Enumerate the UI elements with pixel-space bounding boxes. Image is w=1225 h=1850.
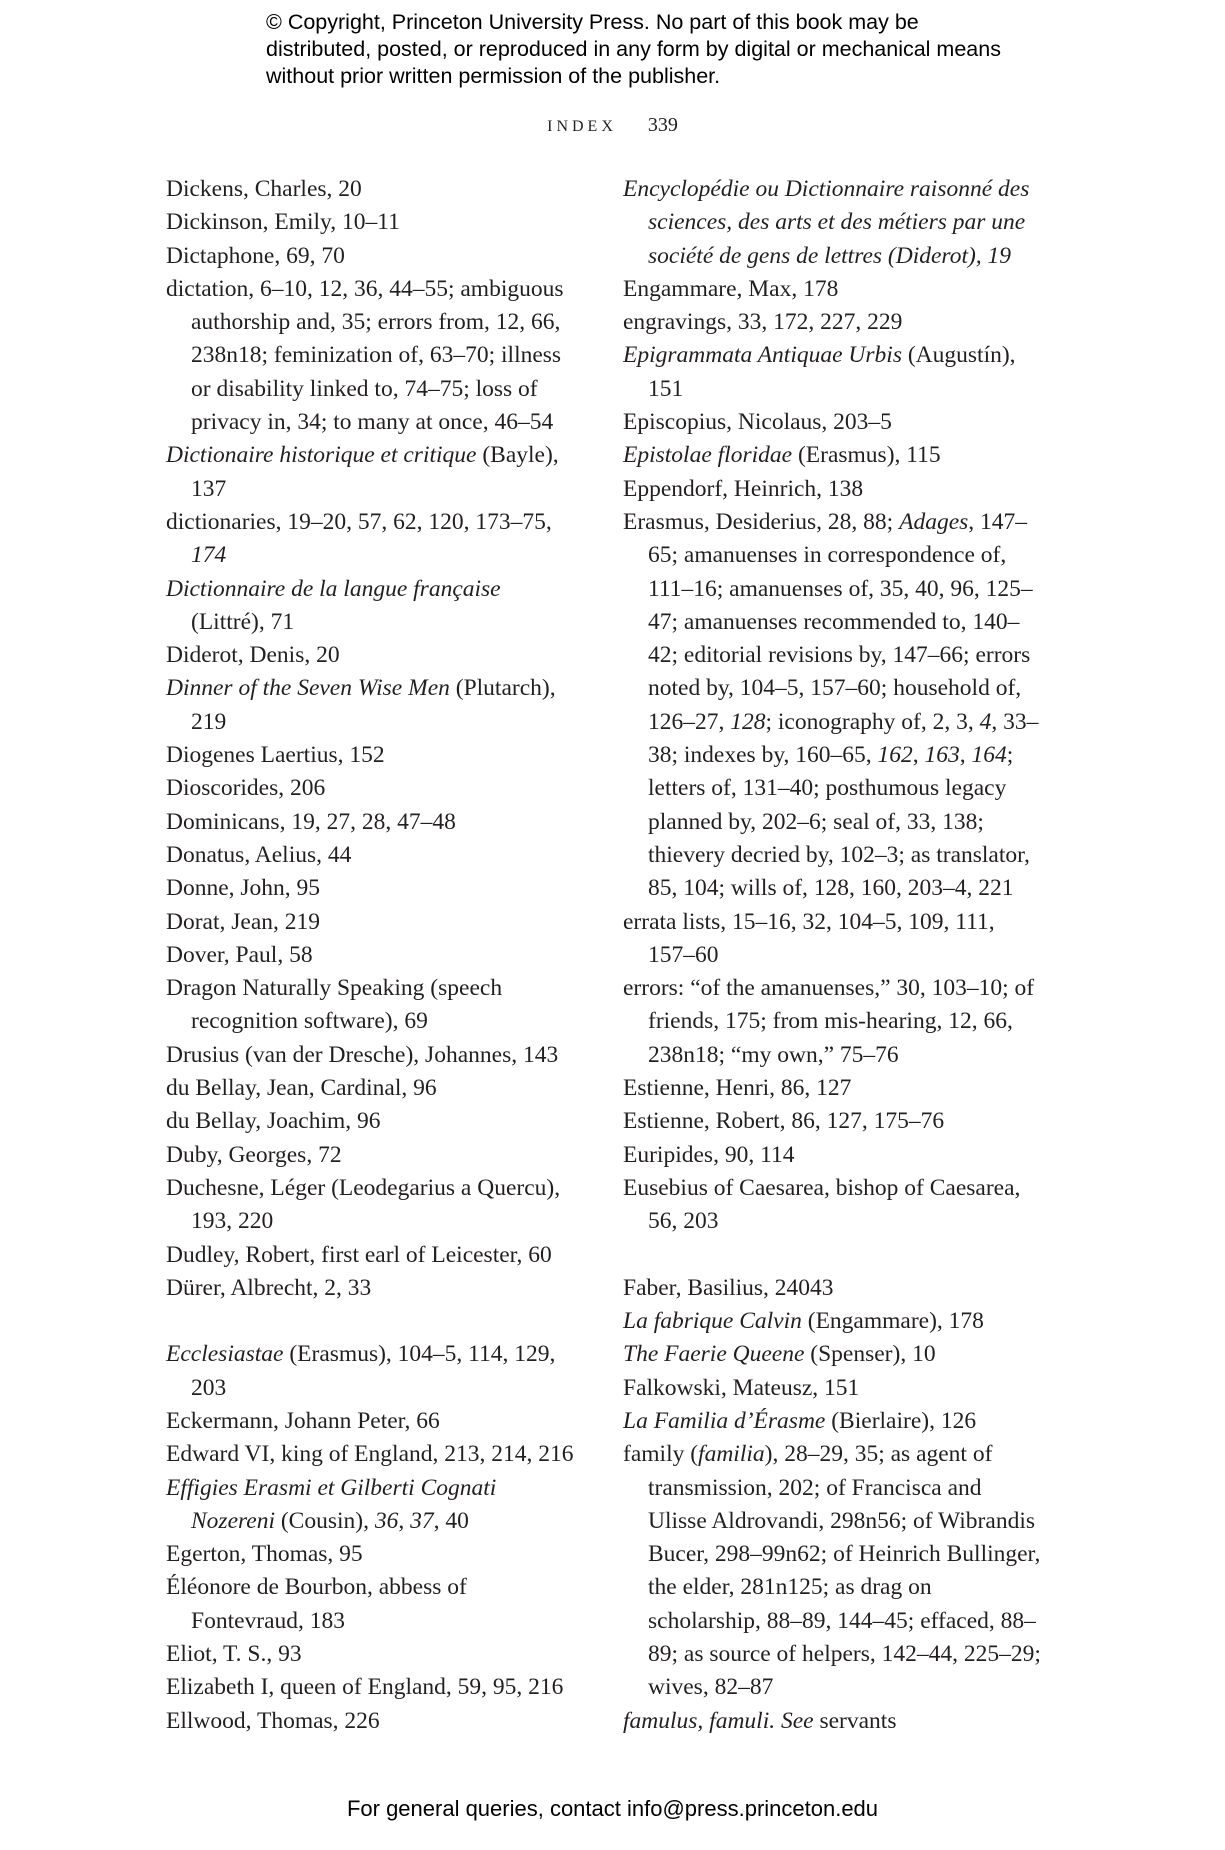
italic-text: Effigies Erasmi et Gilberti Cognati Nozereni [166, 1474, 497, 1534]
italic-text: 163 [924, 742, 960, 769]
index-entry [166, 1438, 576, 1471]
italic-text: Ecclesiastae [166, 1341, 284, 1368]
entry-text: (Engammare), 178 [801, 1308, 984, 1335]
entry-text: (Erasmus), 104–5, 114, 129, 203 [191, 1341, 556, 1401]
entry-text: Eusebius of Caesarea, bishop of Caesarea, 56, 203 [623, 1174, 1021, 1235]
entry-text: Dover, Paul, 58 [166, 941, 313, 968]
entry-text: Elizabeth I, queen of England, 59, 95, 216 [166, 1674, 564, 1701]
index-entry [166, 872, 576, 905]
index-entry [623, 173, 1043, 273]
entry-text: Eliot, T. S., 93 [166, 1641, 302, 1668]
entry-text: Dickens, Charles, 20 [166, 176, 362, 202]
index-entry [623, 306, 1043, 339]
index-entry [166, 906, 576, 939]
italic-text: Epistolae floridae [623, 442, 793, 469]
index-entry [623, 1172, 1043, 1239]
entry-text: du Bellay, Joachim, 96 [166, 1108, 381, 1135]
index-entry [623, 1105, 1043, 1138]
italic-text: The Faerie Queene [623, 1341, 805, 1368]
entry-text: Episcopius, Nicolaus, 203–5 [623, 409, 892, 436]
index-entry [166, 1239, 576, 1272]
italic-text: La fabrique Calvin [623, 1308, 802, 1335]
italic-text: 162 [877, 742, 913, 769]
index-entry [623, 906, 1043, 973]
entry-text: ; iconography of, 2, 3, [765, 708, 980, 735]
entry-text: Dorat, Jean, 219 [166, 908, 321, 935]
index-entry [166, 772, 576, 805]
index-entry [166, 173, 576, 206]
index-entry [166, 1571, 576, 1638]
italic-text: 174 [191, 542, 227, 569]
entry-text: dictionaries, 19–20, 57, 62, 120, 173–75, [166, 508, 552, 535]
entry-text: , [912, 742, 925, 769]
entry-text: Engammare, Max, 178 [623, 275, 839, 302]
index-entry [166, 1405, 576, 1438]
entry-text: , 33–38; indexes by, 160–65, [648, 708, 1039, 769]
index-entry [623, 506, 1043, 906]
entry-text: Dioscorides, 206 [166, 775, 326, 802]
entry-text: (Plutarch), 219 [191, 675, 556, 735]
index-entry [166, 1039, 576, 1072]
index-entry [623, 1139, 1043, 1172]
italic-text: Encyclopédie ou Dictionnaire raisonné des sciences, des arts et des métiers par une société de gens de lettres (Diderot), 19 [623, 176, 1030, 269]
entry-text: dictation, 6–10, 12, 36, 44–55; ambiguous authorship and, 35; errors from, 12, 66, 238n18; feminization of, 63–70; illness or disability linked to, 74–75; loss of privacy in, 34; to many at once, 46–54 [166, 275, 564, 436]
page-number: 339 [647, 114, 678, 136]
index-entry [166, 1139, 576, 1172]
index-entry [166, 439, 576, 506]
index-entry [623, 1438, 1043, 1704]
index-entry [166, 240, 576, 273]
entry-text: (Augustín), 151 [648, 342, 1016, 402]
italic-text: Dinner of the Seven Wise Men [166, 675, 450, 702]
index-entry [166, 806, 576, 839]
entry-text: (Spenser), 10 [804, 1341, 936, 1368]
letter-section-gap [166, 1305, 576, 1338]
entry-text: Edward VI, king of England, 213, 214, 216 [166, 1441, 574, 1468]
index-entry [166, 839, 576, 872]
index-entry [623, 1272, 1043, 1305]
index-entry [623, 1072, 1043, 1105]
italic-text: Dictionaire historique et critique [166, 442, 477, 469]
entry-text: Falkowski, Mateusz, 151 [623, 1374, 860, 1401]
footer-contact: For general queries, contact info@press.princeton.edu [346, 1796, 879, 1821]
running-head [0, 114, 1225, 137]
entry-text: Diogenes Laertius, 152 [166, 742, 385, 769]
entry-text: ; letters of, 131–40; posthumous legacy planned by, 202–6; seal of, 33, 138; thievery decried by, 102–3; as translator, 85, 104; wills of, 128, 160, 203–4, 221 [648, 742, 1030, 902]
index-entry [166, 639, 576, 672]
index-entry [623, 1372, 1043, 1405]
index-entry [166, 1638, 576, 1671]
index-column-left [166, 173, 576, 1738]
entry-text: Dürer, Albrecht, 2, 33 [166, 1274, 372, 1301]
index-entry [166, 1105, 576, 1138]
entry-text: errors: “of the amanuenses,” 30, 103–10; of friends, 175; from mis-hearing, 12, 66, 238n18; “my own,” 75–76 [623, 975, 1035, 1068]
index-entry [166, 1338, 576, 1405]
index-entry [166, 1472, 576, 1539]
entry-text: du Bellay, Jean, Cardinal, 96 [166, 1075, 437, 1102]
entry-text: Estienne, Henri, 86, 127 [623, 1075, 852, 1102]
copyright-notice: © Copyright, Princeton University Press. No part of this book may be distributed, posted, or reproduced in any form by digital or mechanical means without prior written permission of the publisher. [266, 10, 1001, 88]
italic-text: Epigrammata Antiquae Urbis [623, 342, 902, 369]
entry-text: Diderot, Denis, 20 [166, 642, 340, 669]
index-entry [166, 1671, 576, 1704]
entry-text: errata lists, 15–16, 32, 104–5, 109, 111, 157–60 [623, 908, 995, 968]
index-entry [623, 473, 1043, 506]
index-entry [166, 672, 576, 739]
index-entry [166, 506, 576, 573]
index-entry [623, 273, 1043, 306]
index-entry [623, 1305, 1043, 1338]
italic-text: 164 [971, 742, 1007, 769]
index-entry [623, 1705, 1043, 1738]
index-entry [166, 1172, 576, 1239]
entry-text: Donne, John, 95 [166, 875, 321, 902]
index-entry [166, 206, 576, 239]
index-entry [166, 1705, 576, 1738]
entry-text: (Cousin), [274, 1507, 375, 1534]
entry-text: Dudley, Robert, first earl of Leicester, 60 [166, 1241, 552, 1268]
entry-text: , [398, 1507, 411, 1534]
index-entry [623, 339, 1043, 406]
italic-text: Adages [899, 508, 969, 535]
entry-text: Erasmus, Desiderius, 28, 88; [623, 508, 900, 535]
entry-text: Drusius (van der Dresche), Johannes, 143 [166, 1041, 559, 1068]
entry-text: Euripides, 90, 114 [623, 1141, 795, 1168]
entry-text: servants [813, 1707, 897, 1734]
entry-text: Ellwood, Thomas, 226 [166, 1707, 380, 1734]
index-entry [166, 939, 576, 972]
entry-text: , 40 [433, 1507, 469, 1534]
entry-text: Dickinson, Emily, 10–11 [166, 209, 400, 236]
entry-text: ), 28–29, 35; as agent of transmission, 202; of Francisca and Ulisse Aldrovandi, 298n56; of Wibrandis Bucer, 298–99n62; of Heinrich Bullinger, the elder, 281n125; as drag on scholarship, 88–89, 144–45; effaced, 88–89; as source of helpers, 142–44, 225–29; wives, 82–87 [648, 1441, 1041, 1701]
index-entry [166, 1272, 576, 1305]
index-entry [623, 439, 1043, 472]
italic-text: famulus, famuli. See [623, 1707, 814, 1734]
entry-text: Egerton, Thomas, 95 [166, 1541, 363, 1568]
entry-text: Dictaphone, 69, 70 [166, 242, 345, 269]
italic-text: 4 [979, 708, 992, 735]
italic-text: 36 [374, 1507, 399, 1534]
index-entry [166, 273, 576, 439]
entry-text: Eckermann, Johann Peter, 66 [166, 1407, 440, 1434]
index-entry [166, 972, 576, 1039]
entry-text: Éléonore de Bourbon, abbess of Fontevraud, 183 [166, 1574, 467, 1634]
index-entry [623, 406, 1043, 439]
entry-text: Eppendorf, Heinrich, 138 [623, 475, 864, 502]
entry-text: Dominicans, 19, 27, 28, 47–48 [166, 808, 456, 835]
italic-text: familia [698, 1441, 765, 1468]
entry-text: (Bierlaire), 126 [825, 1407, 977, 1434]
italic-text: Dictionnaire de la langue française [166, 575, 501, 602]
italic-text: La Familia d’Érasme [623, 1407, 826, 1434]
index-entry [166, 739, 576, 772]
index-column-right [623, 173, 1043, 1738]
entry-text: family ( [623, 1441, 699, 1468]
index-entry [623, 1405, 1043, 1438]
entry-text: , 147–65; amanuenses in correspondence of, 111–16; amanuenses of, 35, 40, 96, 125–47; amanuenses recommended to, 140–42; editorial revisions by, 147–66; errors noted by, 104–5, 157–60; household of, 126–27, [648, 508, 1033, 735]
entry-text: (Erasmus), 115 [792, 442, 941, 469]
section-label: INDEX [547, 118, 617, 135]
index-entry [166, 1072, 576, 1105]
entry-text: Duby, Georges, 72 [166, 1141, 342, 1168]
italic-text: 128 [730, 708, 766, 735]
italic-text: 37 [410, 1507, 434, 1534]
entry-text: (Bayle), 137 [191, 442, 559, 502]
entry-text: Estienne, Robert, 86, 127, 175–76 [623, 1108, 945, 1135]
index-entry [166, 1538, 576, 1571]
entry-text: (Littré), 71 [191, 608, 295, 635]
letter-section-gap [623, 1239, 1043, 1272]
entry-text: Dragon Naturally Speaking (speech recognition software), 69 [166, 975, 503, 1035]
index-entry [623, 1338, 1043, 1371]
entry-text: Faber, Basilius, 24043 [623, 1274, 834, 1301]
index-entry [166, 573, 576, 640]
entry-text: engravings, 33, 172, 227, 229 [623, 309, 903, 336]
entry-text: Donatus, Aelius, 44 [166, 841, 352, 868]
index-entry [623, 972, 1043, 1072]
entry-text: , [959, 742, 972, 769]
entry-text: Duchesne, Léger (Leodegarius a Quercu), 193, 220 [166, 1174, 561, 1235]
